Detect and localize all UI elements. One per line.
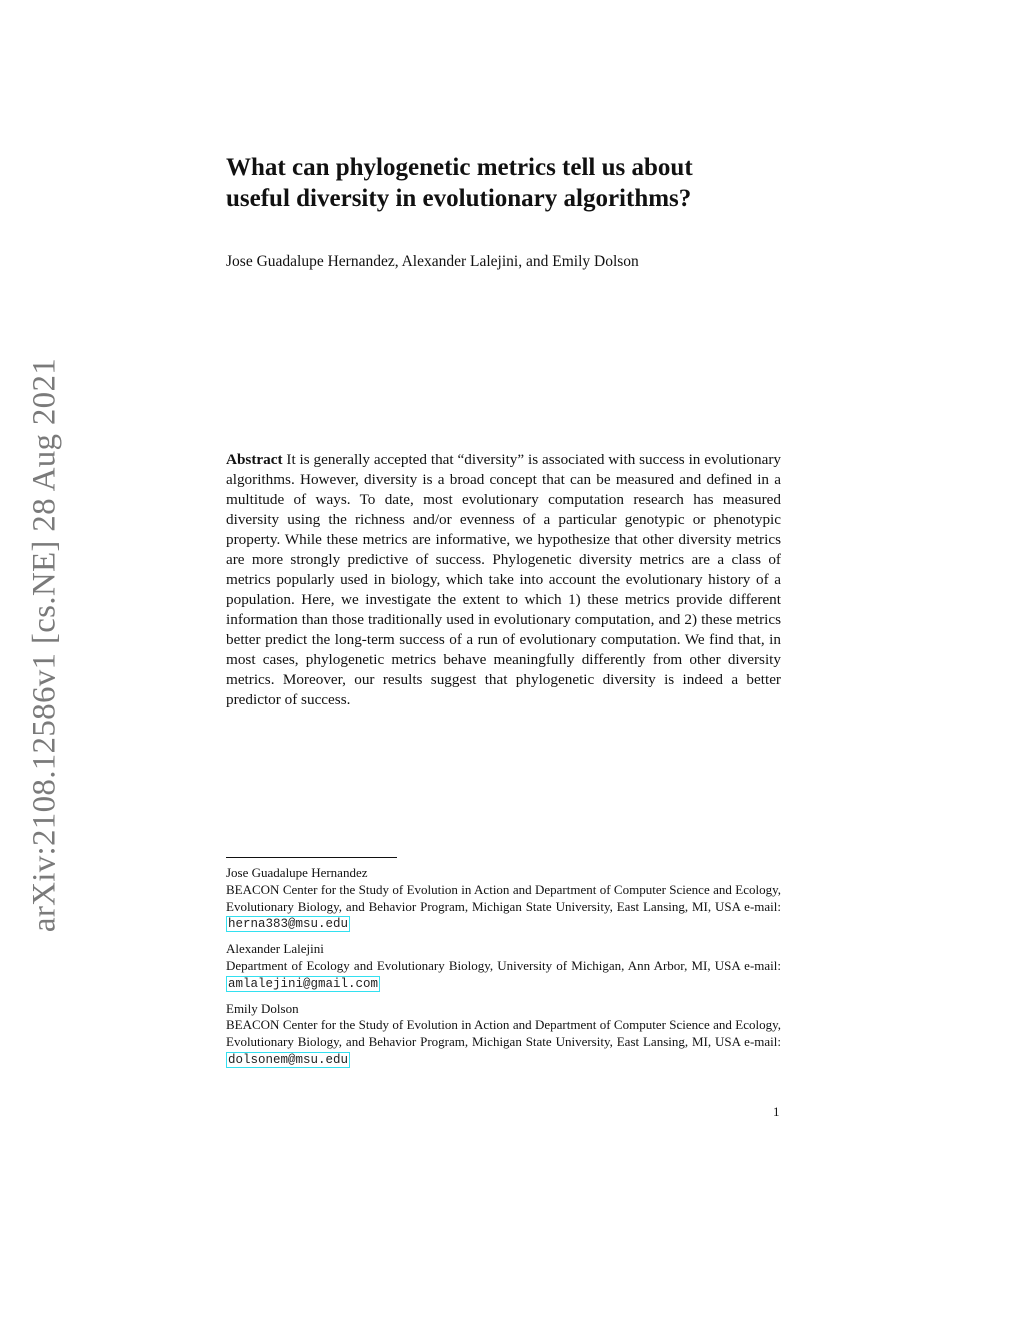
affiliation-author-name: Jose Guadalupe Hernandez bbox=[226, 865, 368, 880]
affiliation-block bbox=[226, 865, 781, 933]
author-list: Jose Guadalupe Hernandez, Alexander Lalejini, and Emily Dolson bbox=[226, 253, 639, 270]
abstract-label: Abstract bbox=[226, 451, 283, 468]
author-affiliations bbox=[226, 865, 781, 1077]
affiliation-text: Department of Ecology and Evolutionary Biology, University of Michigan, Ann Arbor, MI, USA e-mail: bbox=[226, 957, 781, 973]
email-link[interactable]: dolsonem@msu.edu bbox=[228, 1052, 349, 1067]
abstract-text: It is generally accepted that “diversity” is associated with success in evolutionary algorithms. However, diversity is a broad concept that can be measured and defined in a multitude of ways. To date, most evolutionary computation research has measured diversity using the richness and/or evenness of a particular genotypic or phenotypic property. While these metrics are informative, we hypothesize that other diversity metrics are more strongly predictive of success. Phylogenetic diversity metrics are a class of metrics popularly used in biology, which take into account the evolutionary history of a population. Here, we investigate the extent to which 1) these metrics provide different information than those traditionally used in evolutionary computation, and 2) these metrics better predict the long-term success of a run of evolutionary computation. We find that, in most cases, phylogenetic metrics behave meaningfully differently from other diversity metrics. Moreover, our results suggest that phylogenetic diversity is indeed a better predictor of success. bbox=[226, 451, 782, 708]
affiliation-author-name: Emily Dolson bbox=[226, 1000, 299, 1016]
affiliation-block bbox=[226, 941, 781, 992]
arxiv-identifier-stamp: arXiv:2108.12586v1 [cs.NE] 28 Aug 2021 bbox=[26, 357, 63, 933]
email-link[interactable]: amlalejini@gmail.com bbox=[228, 976, 379, 991]
affiliation-author-name: Alexander Lalejini bbox=[226, 941, 324, 957]
affiliation-text: BEACON Center for the Study of Evolution in Action and Department of Computer Science and Ecology, Evolutionary Biology, and Behavior Program, Michigan State University, East Lansing, MI, USA e-mail: bbox=[226, 881, 781, 914]
paper-title bbox=[226, 152, 826, 214]
email-link[interactable]: herna383@msu.edu bbox=[228, 917, 349, 932]
abstract bbox=[226, 450, 781, 710]
affiliation-block bbox=[226, 1001, 781, 1069]
affiliation-text: BEACON Center for the Study of Evolution in Action and Department of Computer Science and Ecology, Evolutionary Biology, and Behavior Program, Michigan State University, East Lansing, MI, USA e-mail: bbox=[226, 1017, 781, 1050]
page-number: 1 bbox=[773, 1104, 780, 1119]
footnote-divider bbox=[226, 857, 397, 858]
paper-title-line-2: useful diversity in evolutionary algorithms? bbox=[226, 185, 692, 212]
paper-title-line-1: What can phylogenetic metrics tell us about bbox=[226, 154, 693, 181]
